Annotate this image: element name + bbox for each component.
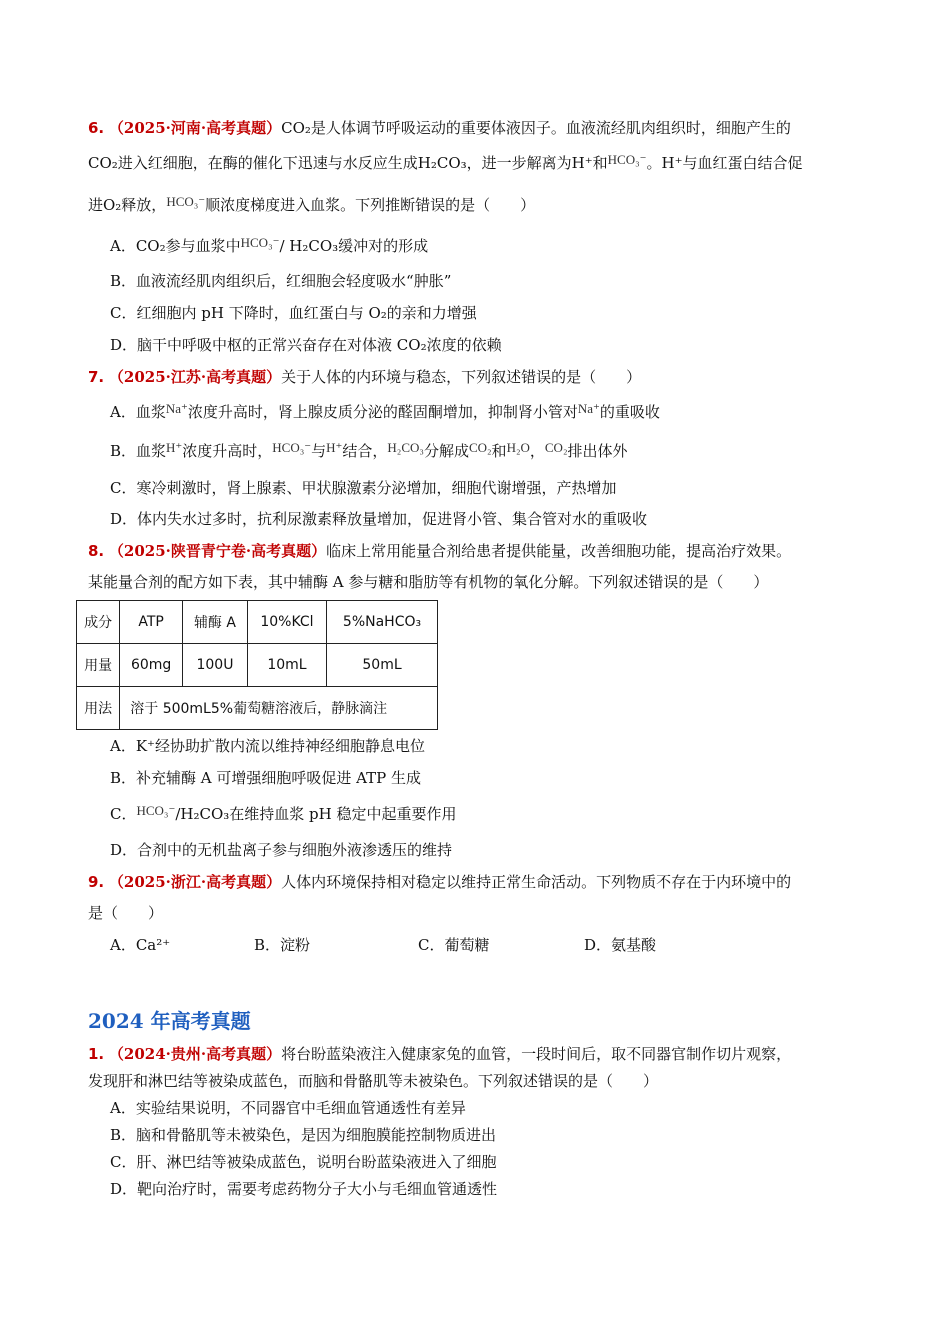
- option-text: 排出体外: [567, 442, 628, 460]
- question-source: （2025·陕晋青宁卷·高考真题）: [108, 542, 327, 560]
- question-9-line-1: [88, 872, 791, 892]
- question-text: CO₂进入红细胞，在酶的催化下迅速与水反应生成H₂CO₃，进一步解离为H⁺和: [88, 154, 608, 172]
- option-a[interactable]: A．实验结果说明，不同器官中毛细血管通透性有差异: [110, 1099, 466, 1117]
- formula-table: [76, 600, 438, 730]
- chem-formula: CO₂: [468, 440, 492, 455]
- question-source: （2024·贵州·高考真题）: [108, 1045, 282, 1063]
- option-b[interactable]: B．补充辅酶 A 可增强细胞呼吸促进 ATP 生成: [110, 769, 422, 787]
- chem-formula: HCO₃⁻: [166, 194, 206, 209]
- question-2024-1-line-1: [88, 1044, 791, 1064]
- option-text: 与: [311, 442, 327, 460]
- option-c[interactable]: [110, 804, 456, 825]
- option-text: ，: [529, 442, 545, 460]
- option-d[interactable]: D．靶向治疗时，需要考虑药物分子大小与毛细血管通透性: [110, 1180, 498, 1198]
- question-6-line-2: [88, 153, 803, 174]
- question-text: 临床上常用能量合剂给患者提供能量，改善细胞功能，提高治疗效果。: [326, 542, 792, 560]
- chem-formula: Na⁺: [165, 401, 188, 416]
- option-c[interactable]: C．红细胞内 pH 下降时，血红蛋白与 O₂的亲和力增强: [110, 304, 477, 322]
- option-text: 浓度升高时，肾上腺皮质分泌的醛固酮增加，抑制肾小管对: [187, 403, 578, 421]
- chem-formula: HCO₃⁻: [607, 152, 647, 167]
- chem-formula: H₂CO₃: [387, 440, 424, 455]
- question-source: （2025·浙江·高考真题）: [108, 873, 282, 891]
- option-d[interactable]: D．脑干中呼吸中枢的正常兴奋存在对体液 CO₂浓度的依赖: [110, 336, 502, 354]
- option-b[interactable]: [110, 441, 628, 462]
- question-6-line-3: [88, 195, 535, 216]
- chem-formula: H⁺: [166, 440, 183, 455]
- table-cell: 成分: [77, 601, 120, 644]
- option-c[interactable]: C．葡萄糖: [418, 936, 490, 954]
- table-row: [77, 644, 438, 687]
- question-8-line-2: 某能量合剂的配方如下表，其中辅酶 A 参与糖和脂肪等有机物的氧化分解。下列叙述错误的是（ ）: [88, 573, 769, 591]
- question-number: 9.: [88, 873, 105, 891]
- option-c[interactable]: C．寒冷刺激时，肾上腺素、甲状腺激素分泌增加，细胞代谢增强，产热增加: [110, 479, 617, 497]
- question-8-line-1: [88, 541, 791, 561]
- option-text: A．CO₂参与血浆中: [110, 237, 241, 255]
- question-text: 顺浓度梯度进入血浆。下列推断错误的是（ ）: [205, 196, 536, 214]
- question-7-line-1: [88, 367, 641, 387]
- table-cell: 100U: [183, 644, 248, 687]
- chem-formula: HCO₃⁻: [136, 803, 176, 818]
- option-text: 浓度升高时，: [182, 442, 273, 460]
- question-text: 将台盼蓝染液注入健康家兔的血管，一段时间后，取不同器官制作切片观察，: [281, 1045, 792, 1063]
- question-number: 1.: [88, 1045, 105, 1063]
- option-c[interactable]: C．肝、淋巴结等被染成蓝色，说明台盼蓝染液进入了细胞: [110, 1153, 497, 1171]
- question-9-line-2: 是（ ）: [88, 904, 164, 922]
- chem-formula: Na⁺: [577, 401, 600, 416]
- option-text: 和: [491, 442, 507, 460]
- chem-formula: HCO₃⁻: [272, 440, 312, 455]
- question-text: CO₂是人体调节呼吸运动的重要体液因子。血液流经肌肉组织时，细胞产生的: [281, 119, 791, 137]
- question-number: 6.: [88, 119, 105, 137]
- option-d[interactable]: D．合剂中的无机盐离子参与细胞外液渗透压的维持: [110, 841, 453, 859]
- question-text: 。H⁺与血红蛋白结合促: [646, 154, 803, 172]
- option-text: 分解成: [423, 442, 469, 460]
- option-d[interactable]: D．体内失水过多时，抗利尿激素释放量增加，促进肾小管、集合管对水的重吸收: [110, 510, 648, 528]
- table-cell: 辅酶 A: [183, 601, 248, 644]
- option-text: 结合，: [342, 442, 388, 460]
- question-source: （2025·江苏·高考真题）: [108, 368, 282, 386]
- section-heading: 2024 年高考真题: [88, 1009, 251, 1033]
- table-cell: 用法: [77, 687, 120, 730]
- chem-formula: HCO₃⁻: [240, 235, 280, 250]
- table-cell: 用量: [77, 644, 120, 687]
- question-number: 8.: [88, 542, 105, 560]
- option-b[interactable]: B．血液流经肌肉组织后，红细胞会轻度吸水“肿胀”: [110, 272, 452, 290]
- option-a[interactable]: [110, 236, 428, 257]
- table-cell: 10mL: [247, 644, 326, 687]
- table-cell: 5%NaHCO₃: [327, 601, 438, 644]
- option-text: / H₂CO₃缓冲对的形成: [279, 237, 429, 255]
- table-row: [77, 687, 438, 730]
- question-source: （2025·河南·高考真题）: [108, 119, 282, 137]
- option-b[interactable]: B．脑和骨骼肌等未被染色，是因为细胞膜能控制物质进出: [110, 1126, 497, 1144]
- option-text: /H₂CO₃在维持血浆 pH 稳定中起重要作用: [175, 805, 457, 823]
- table-cell: 溶于 500mL5%葡萄糖溶液后，静脉滴注: [120, 687, 438, 730]
- table-row: [77, 601, 438, 644]
- question-text: 人体内环境保持相对稳定以维持正常生命活动。下列物质不存在于内环境中的: [281, 873, 792, 891]
- option-a[interactable]: A．K⁺经协助扩散内流以维持神经细胞静息电位: [110, 737, 425, 755]
- table-cell: 60mg: [120, 644, 183, 687]
- option-text: A．血浆: [110, 403, 166, 421]
- option-text: 的重吸收: [599, 403, 660, 421]
- question-text: 关于人体的内环境与稳态，下列叙述错误的是（ ）: [281, 368, 642, 386]
- option-b[interactable]: B．淀粉: [254, 936, 311, 954]
- question-2024-1-line-2: 发现肝和淋巴结等被染成蓝色，而脑和骨骼肌等未被染色。下列叙述错误的是（ ）: [88, 1072, 659, 1090]
- table-cell: 50mL: [327, 644, 438, 687]
- chem-formula: H⁺: [326, 440, 343, 455]
- question-6-line-1: [88, 118, 791, 138]
- table-cell: 10%KCl: [247, 601, 326, 644]
- table-cell: ATP: [120, 601, 183, 644]
- option-a[interactable]: A．Ca²⁺: [110, 936, 171, 954]
- chem-formula: H₂O: [506, 440, 530, 455]
- option-text: B．血浆: [110, 442, 167, 460]
- question-number: 7.: [88, 368, 105, 386]
- option-d[interactable]: D．氨基酸: [584, 936, 657, 954]
- chem-formula: CO₂: [544, 440, 568, 455]
- question-text: 进O₂释放，: [88, 196, 167, 214]
- option-a[interactable]: [110, 402, 660, 423]
- option-text: C．: [110, 805, 137, 823]
